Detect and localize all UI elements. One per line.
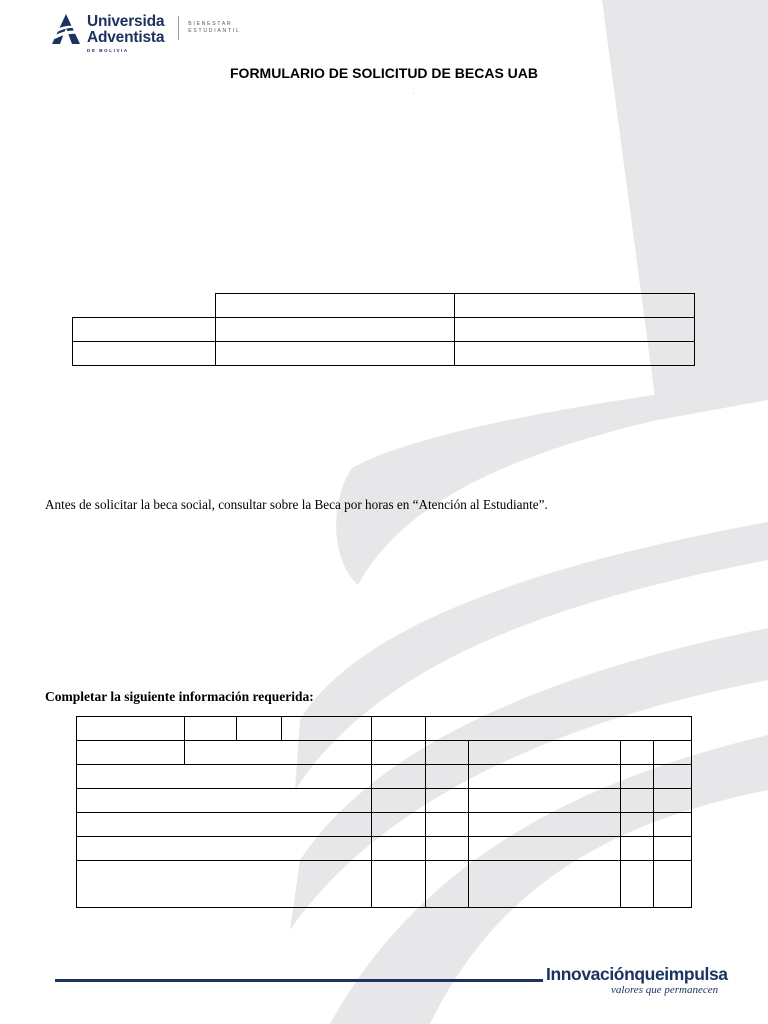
- table-cell[interactable]: [654, 765, 692, 789]
- table-cell[interactable]: [372, 717, 426, 741]
- table-cell[interactable]: [469, 837, 621, 861]
- table-cell[interactable]: [215, 342, 455, 366]
- table-cell[interactable]: [426, 813, 469, 837]
- footer-divider: [55, 979, 543, 982]
- table-cell[interactable]: [372, 861, 426, 908]
- table-row: [77, 741, 692, 765]
- logo-name-line2: Adventista: [87, 28, 165, 46]
- tiny-mark: .: [413, 90, 415, 96]
- table-row: [77, 789, 692, 813]
- table-row: [77, 717, 692, 741]
- table-row: [77, 837, 692, 861]
- footer-slogan-sub: valores que permanecen: [611, 984, 719, 996]
- table-row: [73, 294, 695, 318]
- table-cell[interactable]: [654, 741, 692, 765]
- logo-dept-line1: BIENESTAR: [188, 21, 233, 27]
- table-cell[interactable]: [621, 813, 654, 837]
- logo-divider: [178, 16, 179, 40]
- table-cell[interactable]: [215, 294, 455, 318]
- university-a-icon: [52, 14, 80, 44]
- table-cell[interactable]: [184, 717, 236, 741]
- table-cell[interactable]: [184, 741, 372, 765]
- table-cell[interactable]: [621, 789, 654, 813]
- table-cell[interactable]: [372, 837, 426, 861]
- table-cell[interactable]: [469, 813, 621, 837]
- table-cell[interactable]: [621, 837, 654, 861]
- table-cell[interactable]: [426, 789, 469, 813]
- table-cell[interactable]: [77, 717, 185, 741]
- table-cell[interactable]: [621, 861, 654, 908]
- table-cell[interactable]: [426, 837, 469, 861]
- table-cell: [73, 294, 216, 318]
- footer-slogan: Innovaciónqueimpulsa: [546, 964, 728, 984]
- table-cell[interactable]: [621, 741, 654, 765]
- table-row: [77, 765, 692, 789]
- table-cell[interactable]: [455, 294, 695, 318]
- table-row: [77, 813, 692, 837]
- table-cell[interactable]: [426, 861, 469, 908]
- table-cell[interactable]: [654, 861, 692, 908]
- table-cell[interactable]: [654, 837, 692, 861]
- table-cell[interactable]: [77, 837, 372, 861]
- table-cell[interactable]: [426, 717, 692, 741]
- table-row: [73, 342, 695, 366]
- logo-name-sub: DE BOLIVIA: [87, 48, 129, 53]
- table-cell[interactable]: [77, 789, 372, 813]
- table-cell[interactable]: [372, 765, 426, 789]
- table-cell[interactable]: [469, 765, 621, 789]
- table-cell[interactable]: [469, 789, 621, 813]
- table-cell[interactable]: [281, 717, 372, 741]
- table-cell[interactable]: [654, 789, 692, 813]
- table-row: [77, 861, 692, 908]
- table-cell[interactable]: [73, 318, 216, 342]
- section-heading: Completar la siguiente información requerida:: [45, 689, 314, 704]
- table-cell[interactable]: [621, 765, 654, 789]
- table-cell[interactable]: [426, 765, 469, 789]
- table-cell[interactable]: [372, 789, 426, 813]
- university-logo: [52, 14, 241, 58]
- table-cell[interactable]: [215, 318, 455, 342]
- table-cell[interactable]: [455, 318, 695, 342]
- table-cell[interactable]: [469, 741, 621, 765]
- table-cell[interactable]: [236, 717, 281, 741]
- table-cell[interactable]: [77, 861, 372, 908]
- table-row: [73, 318, 695, 342]
- table-cell[interactable]: [73, 342, 216, 366]
- logo-name-line1: Universida: [87, 13, 165, 30]
- logo-dept-line2: ESTUDIANTIL: [188, 27, 241, 34]
- logo-department: [188, 21, 240, 34]
- table-cell[interactable]: [372, 741, 426, 765]
- form-table-info: [76, 716, 692, 908]
- table-cell[interactable]: [77, 741, 185, 765]
- table-cell[interactable]: [469, 861, 621, 908]
- table-cell[interactable]: [654, 813, 692, 837]
- table-cell[interactable]: [455, 342, 695, 366]
- table-cell[interactable]: [426, 741, 469, 765]
- table-cell[interactable]: [77, 765, 372, 789]
- table-cell[interactable]: [372, 813, 426, 837]
- table-cell[interactable]: [77, 813, 372, 837]
- form-table-top: [72, 293, 695, 366]
- scholarship-note: Antes de solicitar la beca social, consultar sobre la Beca por horas en “Atención al Estudiante”.: [45, 497, 548, 512]
- page-title: FORMULARIO DE SOLICITUD DE BECAS UAB: [230, 65, 538, 81]
